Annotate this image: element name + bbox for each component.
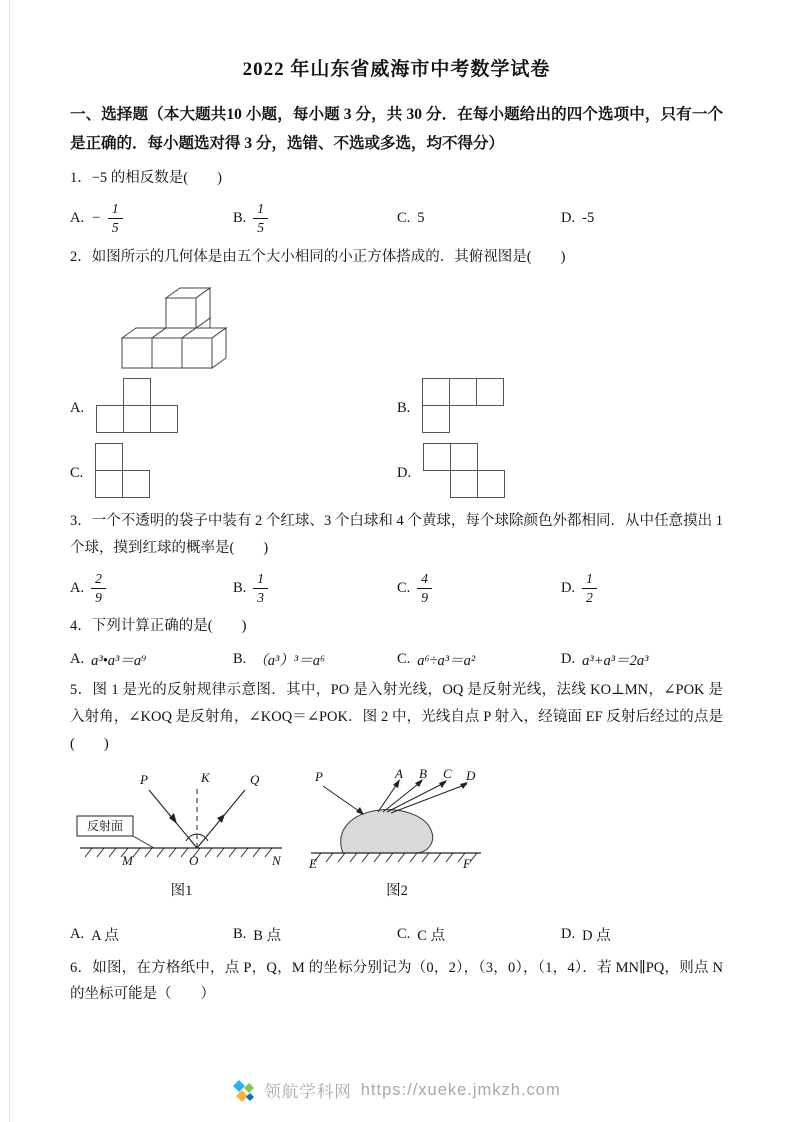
option-expression: （a³）³＝a⁶ <box>253 653 326 670</box>
section-heading: 一、选择题（本大题共10 小题，每小题 3 分，共 30 分．在每小题给出的四个选项中，只有一个是正确的．每小题选对得 3 分，选错、不选或多选，均不得分） <box>70 106 723 152</box>
option-value: 5 <box>417 210 425 227</box>
top-view-grid-b <box>422 378 504 433</box>
option-label: C. <box>397 210 411 227</box>
question-5-figures <box>74 768 723 900</box>
option-label: A. <box>70 210 85 227</box>
fraction-denominator: 5 <box>257 220 265 236</box>
option-value: D 点 <box>582 927 611 944</box>
q2-option-c <box>70 443 397 498</box>
q5-option-a <box>70 924 233 945</box>
q3-option-b <box>233 571 397 606</box>
site-logo-icon <box>232 1079 255 1102</box>
fraction <box>417 571 432 606</box>
q5-option-b <box>233 924 397 945</box>
q1-option-a <box>70 201 233 236</box>
fraction <box>253 201 268 236</box>
page-edge-line <box>9 0 10 1122</box>
q3-option-a <box>70 571 233 606</box>
q5-option-c <box>397 924 561 945</box>
question-6-text: 6．如图，在方格纸中，点 P，Q，M 的坐标分别记为（0，2），（3，0），（1，4）．若 MN∥PQ，则点 N 的坐标可能是（ ） <box>70 959 723 1003</box>
page-title: 2022 年山东省威海市中考数学试卷 <box>242 59 551 80</box>
q4-option-d <box>561 649 723 670</box>
option-label: A. <box>70 400 85 417</box>
option-label: B. <box>397 400 411 417</box>
option-label: C. <box>397 651 411 668</box>
figure-2-caption: 图2 <box>386 882 408 899</box>
fraction <box>582 571 597 606</box>
q1-option-d <box>561 210 723 227</box>
point-a-label: A <box>395 767 403 781</box>
option-label: C. <box>397 925 411 942</box>
option-value: -5 <box>582 210 595 227</box>
footer-url: https://xueke.jmkzh.com <box>360 1080 561 1099</box>
option-label: D. <box>561 210 576 227</box>
q4-option-a <box>70 649 233 670</box>
question-5-options <box>70 924 723 945</box>
point-q-label: Q <box>250 771 260 787</box>
point-f-label: F <box>463 855 471 871</box>
q1-option-b <box>233 201 397 236</box>
question-3-options <box>70 571 723 606</box>
option-label: D. <box>561 925 576 942</box>
option-label: B. <box>233 210 247 227</box>
q4-option-b <box>233 649 397 670</box>
fraction-denominator: 9 <box>95 590 102 606</box>
question-3-text: 3．一个不透明的袋子中装有 2 个红球、3 个白球和 4 个黄球，每个球除颜色外都相同．从中任意摸出 1 个球，摸到红球的概率是( ) <box>70 513 723 557</box>
option-value: C 点 <box>417 927 446 944</box>
footer-site-name: 领航学科网 <box>264 1083 352 1101</box>
option-label: A. <box>70 580 85 597</box>
q5-figure-1 <box>74 768 289 900</box>
point-o-label: O <box>189 852 199 868</box>
fraction-numerator: 2 <box>91 571 106 589</box>
q5-option-d <box>561 924 723 945</box>
q4-option-c <box>397 649 561 670</box>
logo-diamond <box>236 1090 248 1102</box>
q2-cubes-3d-figure <box>72 278 247 374</box>
point-k-label: K <box>201 769 210 785</box>
top-view-grid-d <box>423 443 505 498</box>
q2-option-d <box>397 443 723 498</box>
option-label: D. <box>397 465 412 482</box>
figure-1-caption: 图1 <box>170 882 193 899</box>
question-1-text: 1．−5 的相反数是( ) <box>70 170 222 187</box>
option-expression: a³•a³＝a⁹ <box>91 653 147 670</box>
top-view-grid-a <box>96 378 178 433</box>
question-2-options-row-1 <box>70 378 723 433</box>
mirror-reflection-diagram <box>307 768 487 872</box>
point-d-label: D <box>466 767 476 783</box>
question-4-options <box>70 649 723 670</box>
option-expression: a³+a³＝2a³ <box>582 653 649 670</box>
page-footer <box>0 1078 793 1102</box>
fraction <box>91 571 106 606</box>
reflection-law-diagram <box>74 768 289 872</box>
q1-option-c <box>397 210 561 227</box>
logo-diamond <box>246 1093 254 1101</box>
option-label: B. <box>233 925 247 942</box>
fraction-denominator: 2 <box>586 590 593 606</box>
option-expression: a⁶÷a³＝a² <box>417 653 476 670</box>
option-label: D. <box>561 580 576 597</box>
fraction-numerator: 1 <box>108 201 123 219</box>
point-p-label: P <box>315 768 323 784</box>
top-view-grid-c <box>95 443 150 498</box>
point-p-label: P <box>140 771 148 787</box>
point-m-label: M <box>122 852 133 868</box>
fraction-numerator: 1 <box>582 571 597 589</box>
option-label: C. <box>397 580 411 597</box>
point-e-label: E <box>309 855 317 871</box>
option-label: A. <box>70 925 85 942</box>
q5-figure-2 <box>307 768 487 900</box>
question-1-options <box>70 201 723 236</box>
fraction <box>253 571 268 606</box>
question-2-text: 2．如图所示的几何体是由五个大小相同的小正方体搭成的．其俯视图是( ) <box>70 248 566 265</box>
q3-option-d <box>561 571 723 606</box>
q2-option-a <box>70 378 397 433</box>
option-label: D. <box>561 651 576 668</box>
mirror-surface-label: 反射面 <box>86 818 124 833</box>
question-5-text: 5．图 1 是光的反射规律示意图．其中，PO 是入射光线，OQ 是反射光线，法线 KO⊥MN，∠POK 是入射角，∠KOQ 是反射角，∠KOQ＝∠POK．图 2 中，光线自点 P 射入，经镜面 EF 反射后经过的点是( ) <box>70 682 723 752</box>
option-value: A 点 <box>91 927 119 944</box>
fraction-denominator: 9 <box>421 590 429 606</box>
fraction-numerator: 1 <box>253 201 268 219</box>
logo-diamond <box>233 1080 245 1092</box>
fraction-numerator: 1 <box>253 571 268 589</box>
point-b-label: B <box>419 767 427 781</box>
option-label: A. <box>70 651 85 668</box>
q3-option-c <box>397 571 561 606</box>
logo-diamond <box>244 1083 254 1093</box>
point-c-label: C <box>443 767 452 781</box>
minus-sign: − <box>91 210 101 227</box>
fraction-denominator: 5 <box>111 220 119 236</box>
option-label: B. <box>233 651 247 668</box>
question-2-options-row-2 <box>70 443 723 498</box>
option-label: B. <box>233 580 247 597</box>
question-4-text: 4．下列计算正确的是( ) <box>70 618 247 635</box>
q2-option-b <box>397 378 723 433</box>
point-n-label: N <box>272 852 281 868</box>
fraction-numerator: 4 <box>417 571 432 589</box>
option-label: C. <box>70 465 84 482</box>
option-value: B 点 <box>253 927 282 944</box>
fraction <box>108 201 123 236</box>
fraction-denominator: 3 <box>257 590 265 606</box>
